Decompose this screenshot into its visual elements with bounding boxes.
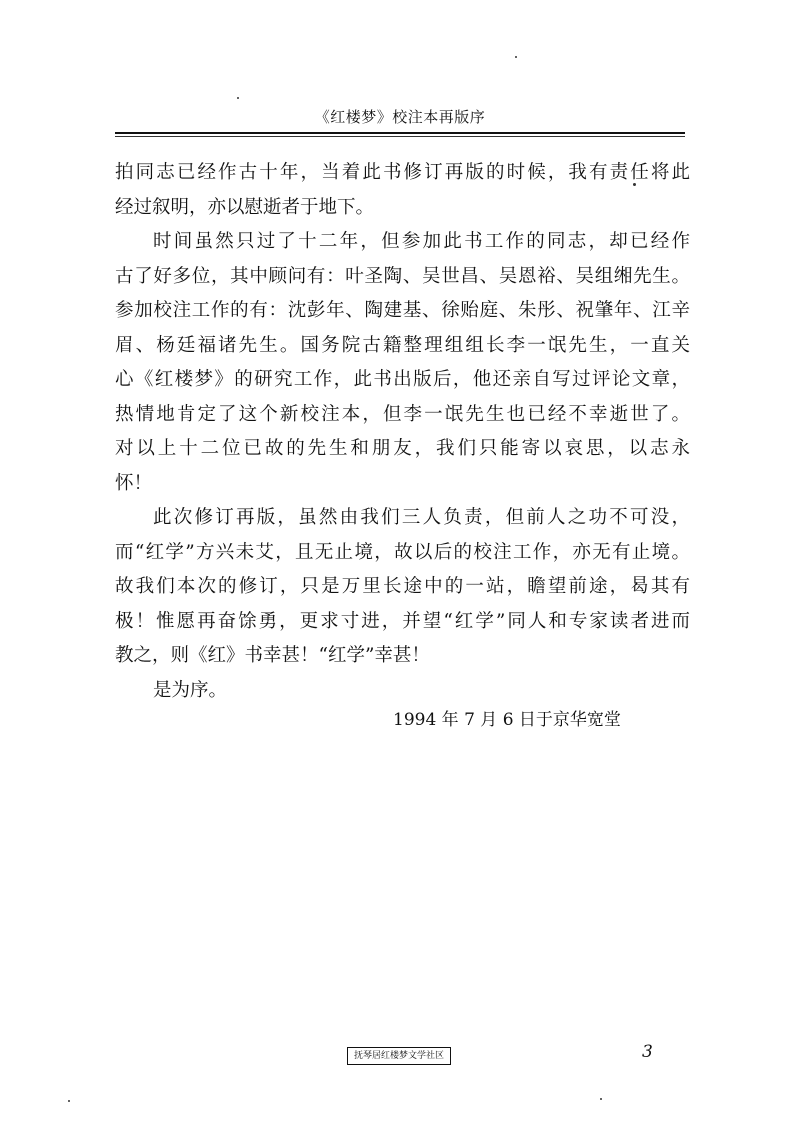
- text-line: 此次修订再版，虽然由我们三人负责，但前人之功不可没，: [153, 507, 690, 528]
- text-line: 是为序。: [153, 679, 228, 701]
- scan-speck: [515, 56, 517, 58]
- text-line: 心《红楼梦》的研究工作，此书出版后，他还亲自写过评论文章，: [115, 369, 690, 390]
- text-line: 古了好多位，其中顾问有：叶圣陶、吴世昌、吴恩裕、吴组缃先生。: [115, 265, 690, 287]
- scan-speck: [600, 1098, 602, 1100]
- text-line: 经过叙明，亦以慰逝者于地下。: [115, 196, 375, 218]
- page-number: 3: [642, 1042, 653, 1062]
- text-line: 参加校注工作的有：沈彭年、陶建基、徐贻庭、朱彤、祝肇年、江辛: [115, 300, 690, 321]
- text-line: 热情地肯定了这个新校注本，但李一氓先生也已经不幸逝世了。: [115, 403, 690, 425]
- header-rule-thick: [115, 132, 685, 134]
- dateline: 1994 年 7 月 6 日于京华宽堂: [393, 710, 621, 730]
- text-line: 故我们本次的修订，只是万里长途中的一站，瞻望前途，曷其有: [115, 576, 690, 597]
- text-line: 教之，则《红》书幸甚！“红学”幸甚！: [115, 645, 430, 666]
- scan-speck: [237, 97, 239, 99]
- header-rule-thin: [115, 136, 685, 137]
- running-header: 《红楼梦》校注本再版序: [314, 108, 486, 126]
- scan-speck: [633, 183, 636, 186]
- text-line: 对以上十二位已故的先生和朋友，我们只能寄以哀思，以志永: [115, 438, 690, 459]
- body-text: [115, 156, 690, 708]
- scan-speck: [68, 1100, 70, 1102]
- text-line: 眉、杨廷福诸先生。国务院古籍整理组组长李一氓先生，一直关: [115, 334, 690, 356]
- text-line: 拍同志已经作古十年，当着此书修订再版的时候，我有责任将此: [115, 162, 690, 183]
- watermark-stamp: 抚琴居红楼梦文学社区: [347, 1047, 451, 1065]
- text-line: 时间虽然只过了十二年，但参加此书工作的同志，却已经作: [153, 231, 690, 252]
- text-line: 怀！: [115, 472, 153, 494]
- text-line: 极！惟愿再奋馀勇，更求寸进，并望“红学”同人和专家读者进而: [115, 610, 690, 632]
- text-line: 而“红学”方兴未艾，且无止境，故以后的校注工作，亦无有止境。: [115, 541, 690, 563]
